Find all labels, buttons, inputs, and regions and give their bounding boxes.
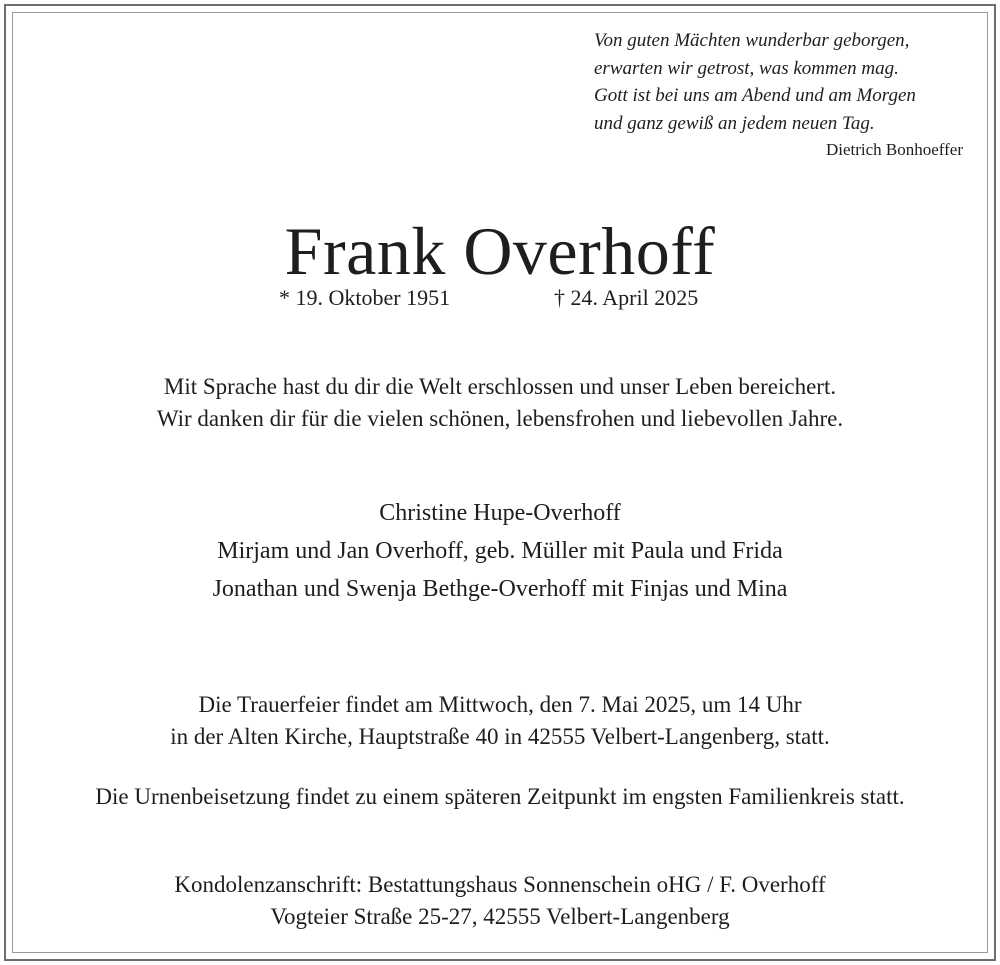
- death-date: † 24. April 2025: [554, 285, 699, 310]
- quote-line: Gott ist bei uns am Abend und am Morgen: [594, 85, 916, 106]
- burial-line: Die Urnenbeisetzung findet zu einem späteren Zeitpunkt im engsten Familienkreis statt.: [95, 784, 905, 809]
- quote-line: Von guten Mächten wunderbar geborgen,: [594, 30, 910, 51]
- family-members: [0, 494, 1000, 608]
- urn-burial-info: [0, 781, 1000, 813]
- condolence-line: Kondolenzanschrift: Bestattungshaus Sonnenschein oHG / F. Overhoff: [174, 872, 826, 897]
- funeral-ceremony-info: [0, 689, 1000, 753]
- condolence-address: [0, 869, 1000, 933]
- dedication-line: Mit Sprache hast du dir die Welt erschlossen und unser Leben bereichert.: [163, 374, 837, 399]
- quote-line: und ganz gewiß an jedem neuen Tag.: [594, 112, 875, 134]
- deceased-name: Frank Overhoff: [284, 213, 716, 289]
- birth-date: * 19. Oktober 1951: [279, 285, 451, 310]
- ceremony-line: in der Alten Kirche, Hauptstraße 40 in 42555 Velbert-Langenberg, statt.: [170, 724, 830, 749]
- dedication-line: Wir danken dir für die vielen schönen, lebensfrohen und liebevollen Jahre.: [156, 406, 844, 431]
- family-line: Christine Hupe-Overhoff: [379, 500, 621, 526]
- quote-author: Dietrich Bonhoeffer: [825, 140, 963, 159]
- dedication-text: [0, 371, 1000, 435]
- condolence-line: Vogteier Straße 25-27, 42555 Velbert-Langenberg: [270, 904, 730, 929]
- family-line: Jonathan und Swenja Bethge-Overhoff mit Finjas und Mina: [212, 576, 788, 602]
- family-line: Mirjam und Jan Overhoff, geb. Müller mit Paula und Frida: [217, 538, 783, 564]
- ceremony-line: Die Trauerfeier findet am Mittwoch, den 7. Mai 2025, um 14 Uhr: [198, 692, 802, 717]
- quote-line: erwarten wir getrost, was kommen mag.: [594, 57, 899, 79]
- bonhoeffer-quote: [594, 27, 974, 137]
